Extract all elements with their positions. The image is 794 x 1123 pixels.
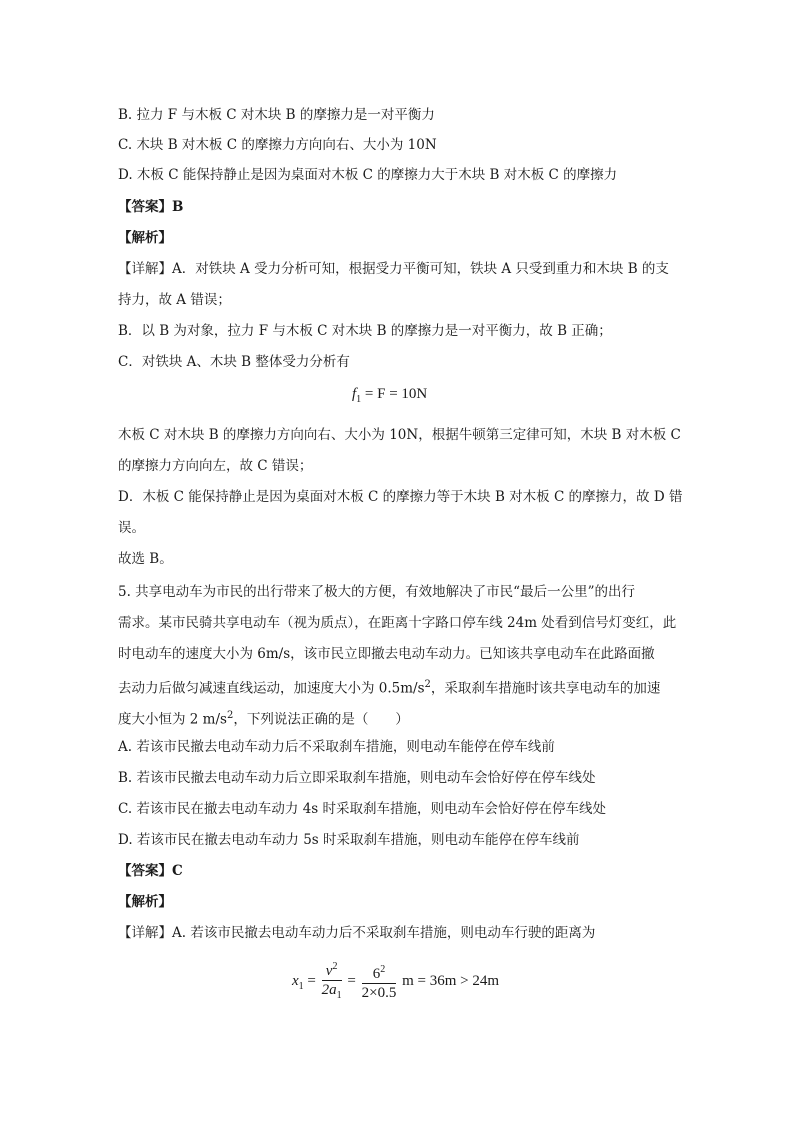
q5-line4-part2: ，采取刹车措施时该共享电动车的加速 [430, 680, 661, 697]
equation-friction [352, 386, 427, 405]
eq2-frac2-den: 2×0.5 [361, 985, 397, 1001]
eq2-fraction-1 [322, 958, 342, 1005]
detail-line-4: C．对铁块 A、木块 B 整体受力分析有 [118, 354, 350, 370]
eq1-rest: = F = 10N [361, 386, 428, 402]
question-5-line-3: 时电动车的速度大小为 6m/s，该市民立即撤去电动车动力。已知该共享电动车在此路面撤 [118, 646, 655, 662]
question-5-line-1: 5. 共享电动车为市民的出行带来了极大的方便，有效地解决了市民“最后一公里”的出行 [118, 584, 635, 600]
detail-line-1: 【详解】A．对铁块 A 受力分析可知，根据受力平衡可知，铁块 A 只受到重力和木块 B 的支 [118, 261, 669, 277]
question-5-line-4 [118, 676, 660, 698]
detail-line-3: B．以 B 为对象，拉力 F 与木板 C 对木块 B 的摩擦力是一对平衡力，故 B 正确； [118, 323, 612, 339]
q5-option-b: B. 若该市民撤去电动车动力后立即采取刹车措施，则电动车会恰好停在停车线处 [118, 770, 596, 786]
eq2-lhs: x [292, 972, 299, 989]
eq1-sub: 1 [356, 394, 362, 405]
detail-line-8: 误。 [118, 520, 145, 536]
option-b-line: B. 拉力 F 与木板 C 对木块 B 的摩擦力是一对平衡力 [118, 107, 435, 123]
eq2-equals-2: = [347, 972, 356, 989]
eq2-lhs-sub: 1 [298, 980, 304, 992]
detail-line-5: 木板 C 对木块 B 的摩擦力方向向右、大小为 10N，根据牛顿第三定律可知，木块 B 对木板 C [118, 427, 681, 443]
answer-label-2: 【答案】C [118, 863, 183, 879]
eq2-frac1-num: $v^2$ [322, 958, 342, 981]
q5-option-a: A. 若该市民撤去电动车动力后不采取刹车措施，则电动车能停在停车线前 [118, 739, 555, 755]
q5-line5-sup: 2 [226, 710, 234, 721]
eq2-fraction-2 [362, 961, 397, 1002]
equation-distance [292, 958, 499, 1005]
analysis-label: 【解析】 [118, 230, 172, 246]
option-c-line: C. 木块 B 对木板 C 的摩擦力方向向右、大小为 10N [118, 137, 437, 153]
choose-line: 故选 B。 [118, 551, 173, 567]
q5-option-c: C. 若该市民在撤去电动车动力 4s 时采取刹车措施，则电动车会恰好停在停车线处 [118, 801, 607, 817]
eq2-equals-1: = [307, 972, 316, 989]
q5-line5-part2: ，下列说法正确的是（ ） [233, 711, 409, 728]
answer-label: 【答案】B [118, 199, 184, 215]
eq2-result: m = 36m > 24m [402, 972, 499, 989]
eq2-frac2-num: $6^2$ [362, 961, 397, 984]
detail-line-2: 持力，故 A 错误； [118, 292, 231, 308]
q5-line4-sup: 2 [424, 679, 431, 690]
detail-line-6: 的摩擦力方向向左，故 C 错误； [118, 458, 313, 474]
detail-line-7: D．木板 C 能保持静止是因为桌面对木板 C 的摩擦力等于木块 B 对木板 C 的摩擦力，故 D 错 [118, 489, 683, 505]
q5-line4-part1: 去动力后做匀减速直线运动，加速度大小为 0.5m/s [118, 680, 425, 697]
q5-line5-part1: 度大小恒为 2 m/s [118, 711, 227, 728]
detail-line-9: 【详解】A. 若该市民撤去电动车动力后不采取刹车措施，则电动车行驶的距离为 [118, 925, 596, 941]
q5-option-d: D. 若该市民在撤去电动车动力 5s 时采取刹车措施，则电动车能停在停车线前 [118, 832, 580, 848]
eq1-lhs: f [352, 386, 357, 402]
question-5-line-2: 需求。某市民骑共享电动车（视为质点），在距离十字路口停车线 24m 处看到信号灯变红，此 [118, 615, 677, 631]
eq2-frac1-den: $2a_1$ [321, 982, 342, 1001]
question-5-line-5 [118, 707, 409, 729]
analysis-label-2: 【解析】 [118, 894, 172, 910]
option-d-line: D. 木板 C 能保持静止是因为桌面对木板 C 的摩擦力大于木块 B 对木板 C 的摩擦力 [118, 167, 618, 183]
